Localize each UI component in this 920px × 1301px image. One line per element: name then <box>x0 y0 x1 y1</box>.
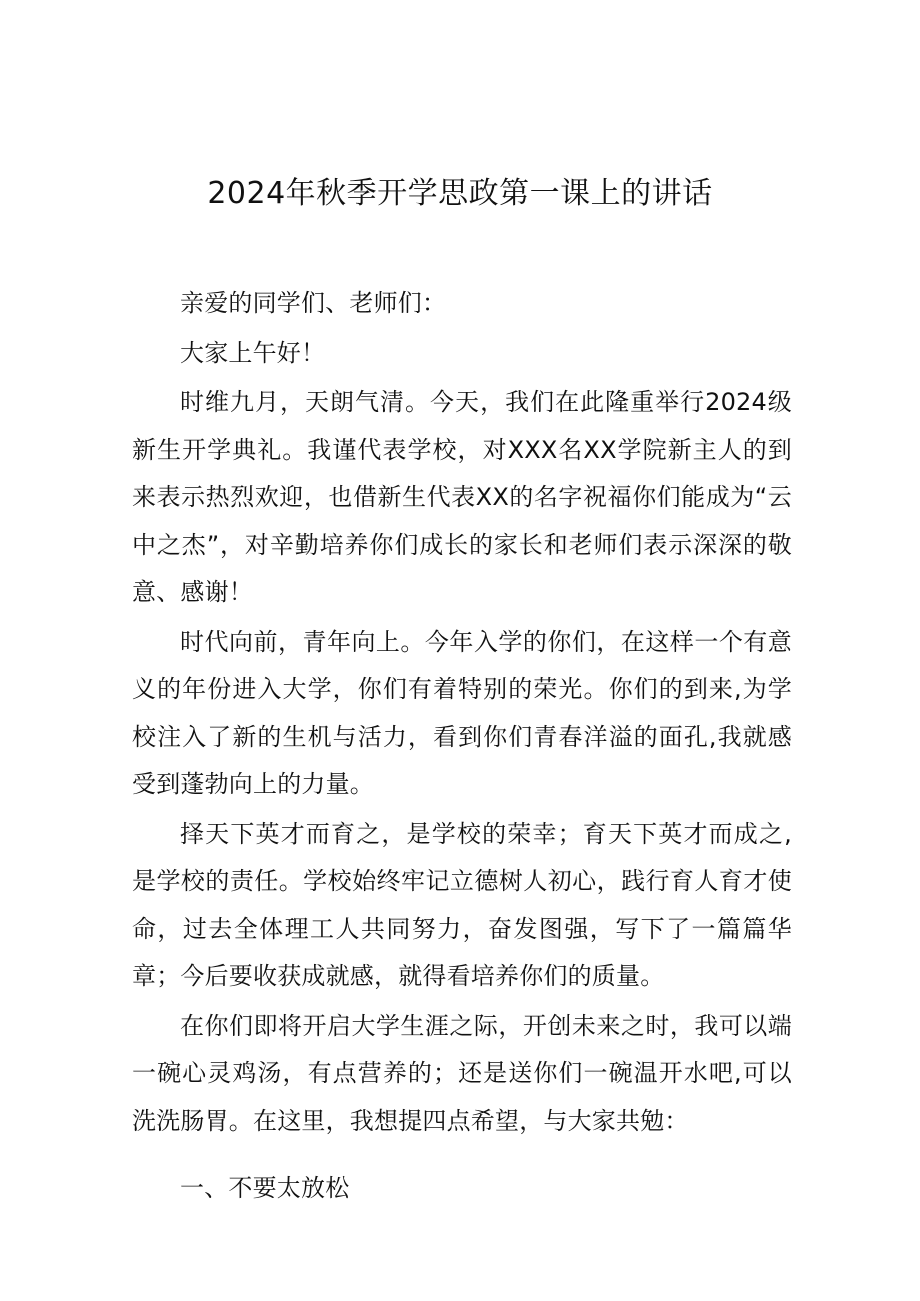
paragraph-4: 在你们即将开启大学生涯之际，开创未来之时，我可以端一碗心灵鸡汤，有点营养的；还是送你们一碗温开水吧,可以洗洗肠胃。在这里，我想提四点希望，与大家共勉： <box>132 1011 792 1135</box>
greeting: 大家上午好！ <box>180 338 326 367</box>
section-heading: 一、不要太放松 <box>180 1174 350 1202</box>
salutation: 亲爱的同学们、老师们： <box>180 289 447 317</box>
document-title: 2024年秋季开学思政第一课上的讲话 <box>207 176 713 211</box>
paragraph-1: 时维九月，天朗气清。今天，我们在此隆重举行2024级新生开学典礼。我谨代表学校，对XXX名XX学院新主人的到来表示热烈欢迎，也借新生代表XX的名字祝福你们能成为“云中之杰”，对辛勤培养你们成长的家长和老师们表示深深的敬意、感谢！ <box>132 388 792 606</box>
paragraph-3: 择天下英才而育之，是学校的荣幸；育天下英才而成之,是学校的责任。学校始终牢记立德树人初心，践行育人育才使命，过去全体理工人共同努力，奋发图强，写下了一篇篇华章；今后要收获成就感，就得看培养你们的质量。 <box>132 819 792 990</box>
document-body <box>132 280 792 1213</box>
paragraph-2: 时代向前，青年向上。今年入学的你们，在这样一个有意义的年份进入大学，你们有着特别的荣光。你们的到来,为学校注入了新的生机与活力，看到你们青春洋溢的面孔,我就感受到蓬勃向上的力量。 <box>132 627 792 798</box>
